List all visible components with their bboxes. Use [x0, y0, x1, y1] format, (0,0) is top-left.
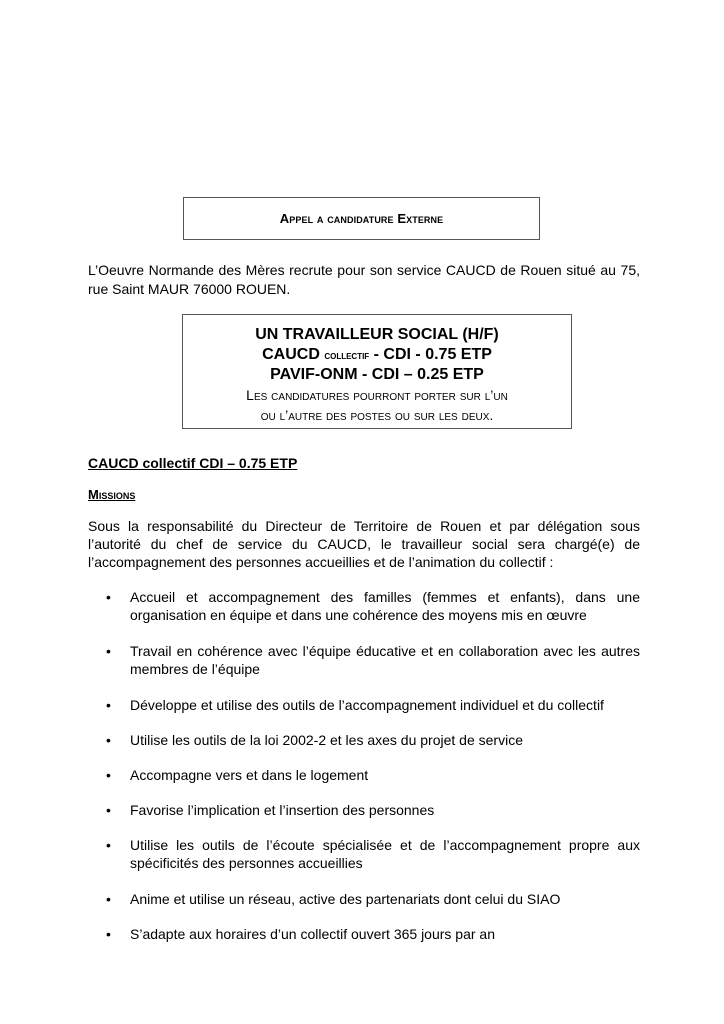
title-initial-2: E	[397, 211, 407, 226]
bullet-icon: •	[106, 926, 111, 942]
bullet-icon: •	[106, 767, 111, 783]
list-item-text: S’adapte aux horaires d’un collectif ouvert 365 jours par an	[130, 926, 495, 942]
list-item	[88, 836, 640, 872]
list-item	[88, 925, 640, 943]
intro-paragraph: L’Oeuvre Normande des Mères recrute pour son service CAUCD de Rouen situé au 75, rue Saint MAUR 76000 ROUEN.	[88, 262, 640, 297]
job-box	[182, 314, 572, 429]
missions-intro: Sous la responsabilité du Directeur de Territoire de Rouen et par délégation sous l’autorité du chef de service du CAUCD, le travailleur social sera chargé(e) de l’accompagnement des personnes accueillies et de l’animation du collectif :	[88, 518, 640, 570]
job-post-1-b: - CDI - 0.75 ETP	[369, 346, 492, 363]
job-note-line-1: Les candidatures pourront porter sur l’un	[246, 387, 508, 403]
bullet-icon: •	[106, 643, 111, 659]
list-item-text: Anime et utilise un réseau, active des partenariats dont celui du SIAO	[130, 891, 561, 907]
list-item	[88, 696, 640, 714]
bullet-icon: •	[106, 891, 111, 907]
bullet-icon: •	[106, 589, 111, 605]
list-item	[88, 642, 640, 678]
list-item-text: Développe et utilise des outils de l’accompagnement individuel et du collectif	[130, 697, 604, 713]
title-part: ppel a candidature	[289, 211, 398, 226]
job-note-line-2: ou l’autre des postes ou sur les deux.	[260, 407, 494, 423]
job-title: UN TRAVAILLEUR SOCIAL (H/F)	[255, 326, 499, 343]
job-post-1	[183, 345, 571, 365]
list-item-text: Accueil et accompagnement des familles (femmes et enfants), dans une organisation en équipe et dans une cohérence des moyens mis en œuvre	[130, 589, 640, 623]
title-part-2: xterne	[406, 211, 444, 226]
list-item	[88, 801, 640, 819]
bullet-icon: •	[106, 802, 111, 818]
list-item-text: Favorise l’implication et l’insertion des personnes	[130, 802, 435, 818]
title-initial: A	[279, 211, 290, 226]
title-text	[280, 211, 443, 226]
missions-heading: Missions	[88, 487, 136, 502]
title-box	[183, 197, 540, 240]
bullet-icon: •	[106, 732, 111, 748]
list-item-text: Travail en cohérence avec l’équipe éducative et en collaboration avec les autres membres de l’équipe	[130, 643, 640, 677]
list-item-text: Accompagne vers et dans le logement	[130, 767, 369, 783]
job-post-1-a: CAUCD	[262, 346, 325, 363]
list-item	[88, 766, 640, 784]
list-item	[88, 731, 640, 749]
list-item	[88, 890, 640, 908]
job-post-1-small: collectif	[324, 348, 370, 362]
job-post-2: PAVIF-ONM - CDI – 0.25 ETP	[270, 366, 484, 383]
bullet-icon: •	[106, 697, 111, 713]
section-heading: CAUCD collectif CDI – 0.75 ETP	[88, 455, 298, 471]
missions-list	[88, 588, 640, 943]
bullet-icon: •	[106, 837, 111, 853]
list-item-text: Utilise les outils de l’écoute spécialisée et de l’accompagnement propre aux spécificités des personnes accueillies	[130, 837, 640, 871]
list-item-text: Utilise les outils de la loi 2002-2 et les axes du projet de service	[130, 732, 523, 748]
list-item	[88, 588, 640, 624]
